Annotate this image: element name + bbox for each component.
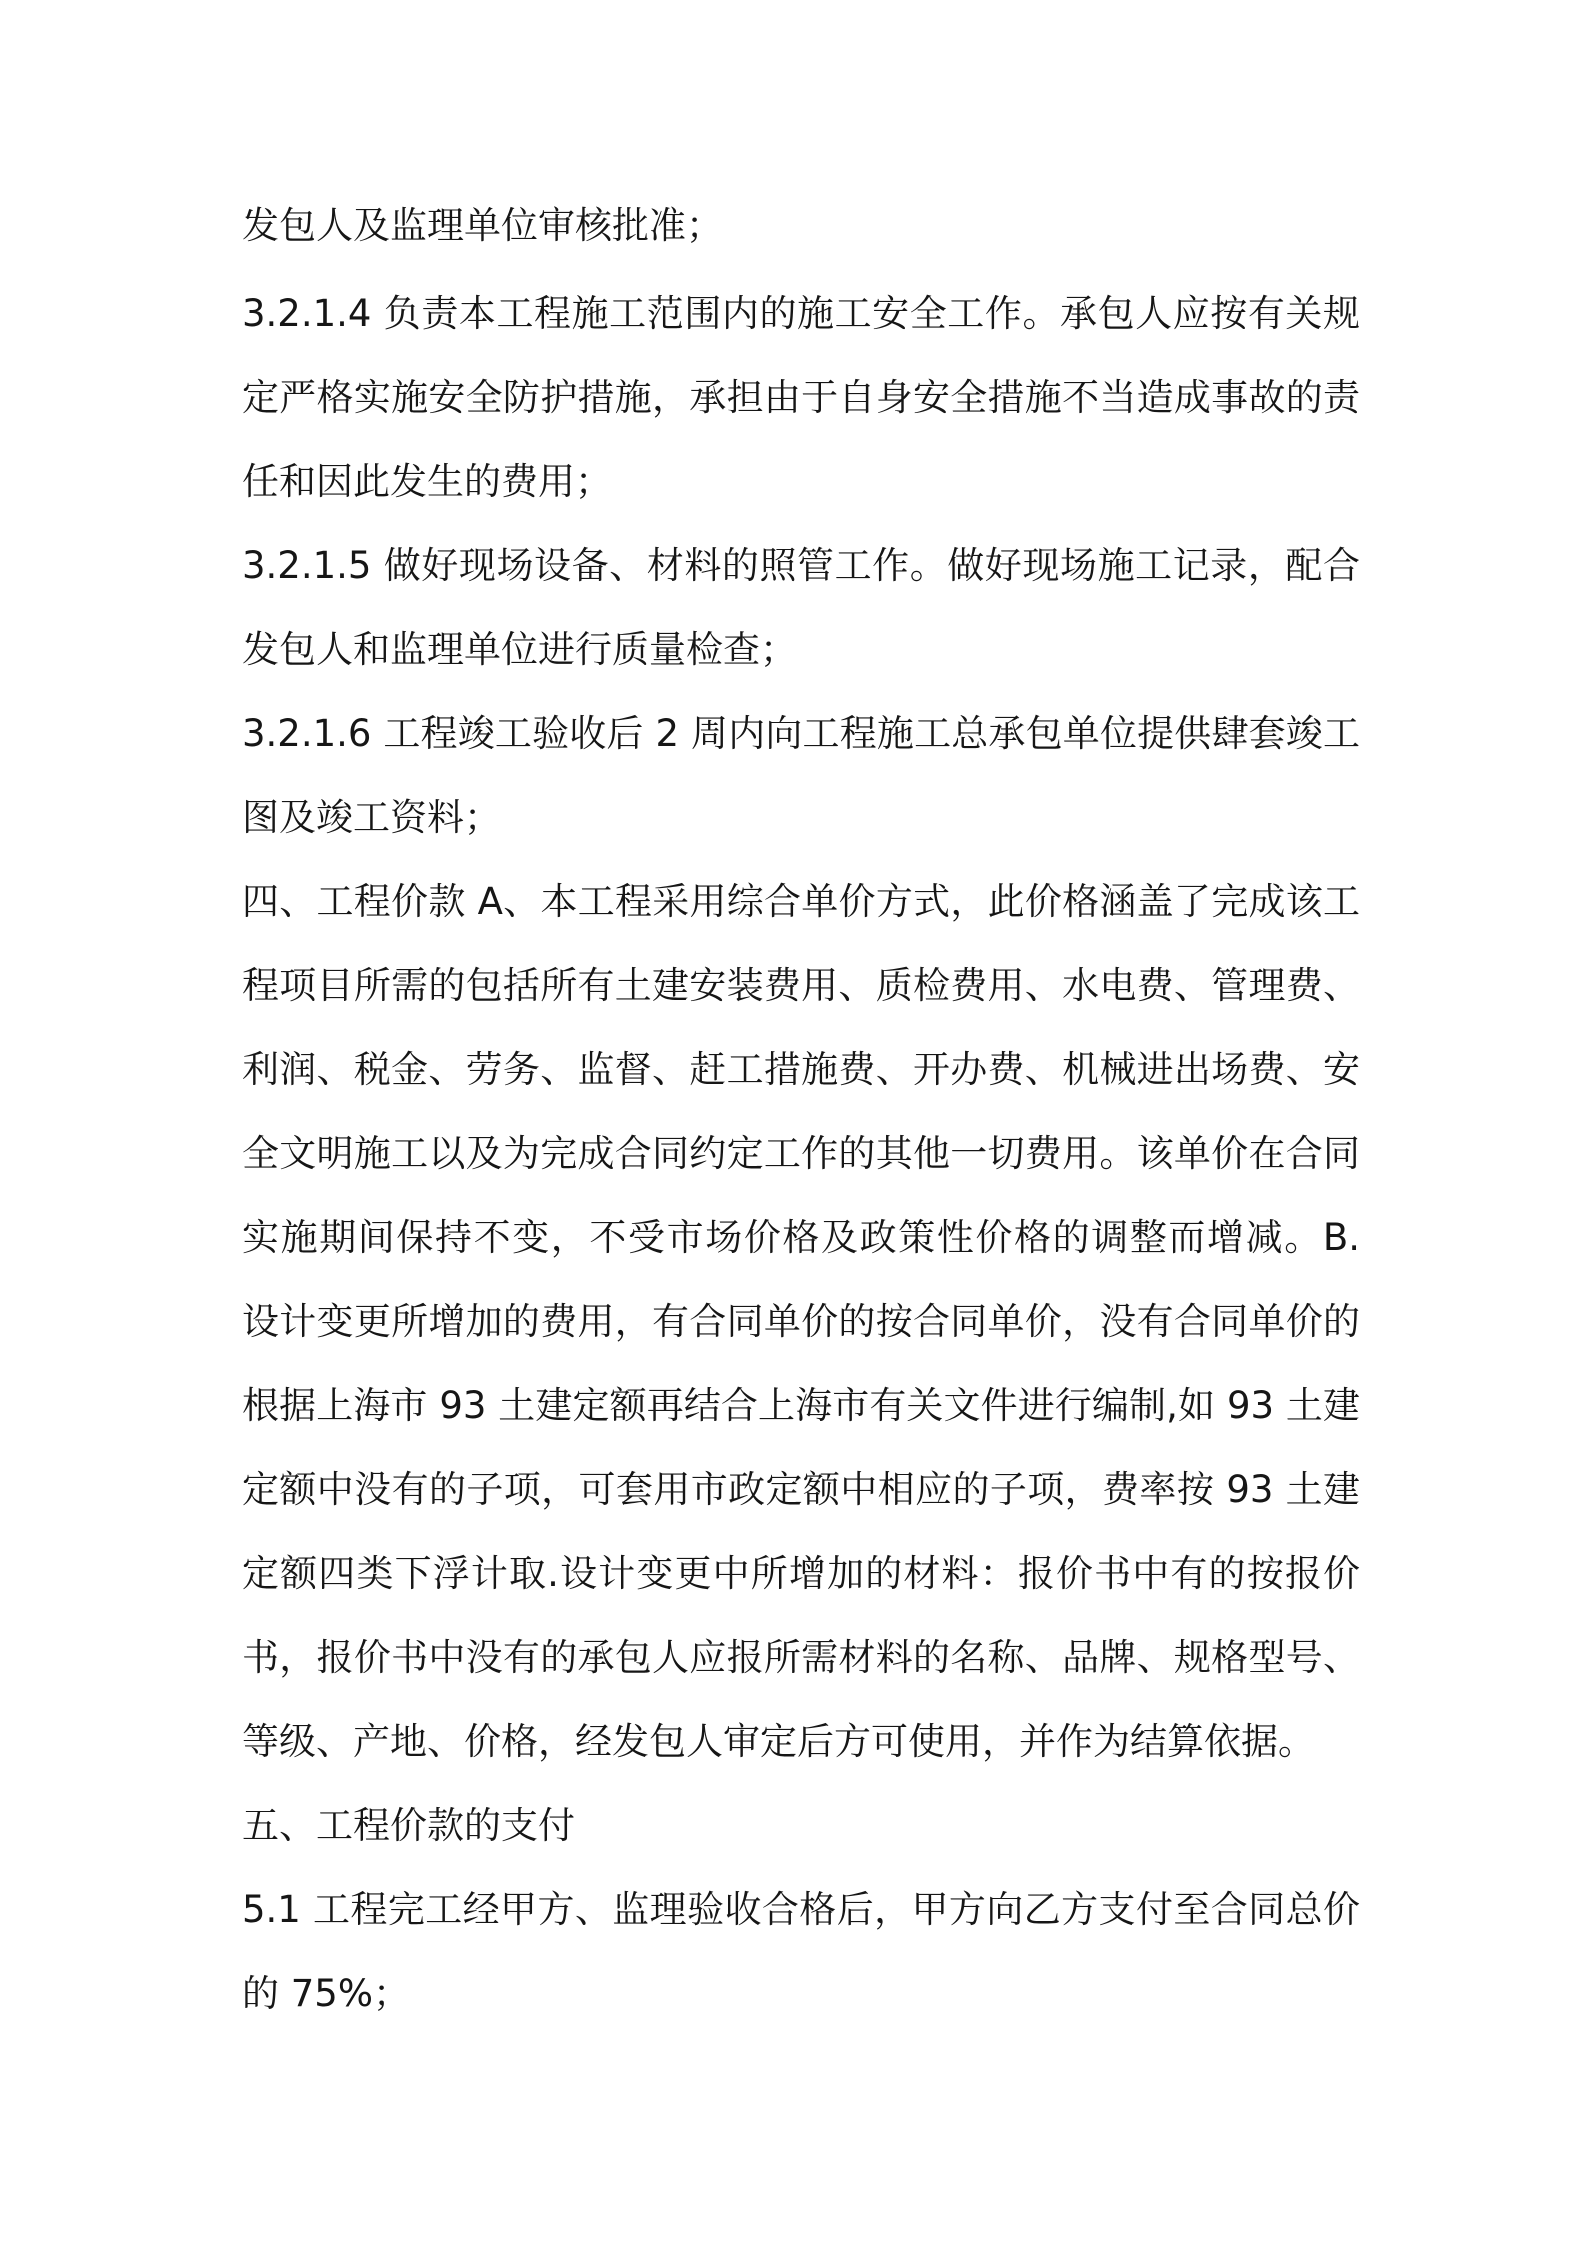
text-line: 等级、产地、价格，经发包人审定后方可使用，并作为结算依据。: [242, 1720, 1315, 1763]
text-line: 实施期间保持不变，不受市场价格及政策性价格的调整而增减。B.: [242, 1216, 1360, 1259]
text-line: 四、工程价款 A、本工程采用综合单价方式，此价格涵盖了完成该工: [242, 880, 1360, 923]
text-line: 定额中没有的子项，可套用市政定额中相应的子项，费率按 93 土建: [242, 1468, 1360, 1511]
text-line: 定严格实施安全防护措施，承担由于自身安全措施不当造成事故的责: [242, 376, 1360, 419]
text-line: 定额四类下浮计取.设计变更中所增加的材料：报价书中有的按报价: [242, 1552, 1360, 1595]
text-line: 3.2.1.6 工程竣工验收后 2 周内向工程施工总承包单位提供肆套竣工: [242, 712, 1360, 755]
text-line: 全文明施工以及为完成合同约定工作的其他一切费用。该单价在合同: [242, 1132, 1360, 1175]
text-line: 发包人和监理单位进行质量检查；: [242, 628, 797, 671]
text-line: 书，报价书中没有的承包人应报所需材料的名称、品牌、规格型号、: [242, 1636, 1360, 1679]
text-line: 根据上海市 93 土建定额再结合上海市有关文件进行编制,如 93 土建: [242, 1384, 1360, 1427]
text-line: 的 75%；: [242, 1972, 410, 2015]
text-line: 图及竣工资料；: [242, 796, 501, 839]
text-line: 程项目所需的包括所有土建安装费用、质检费用、水电费、管理费、: [242, 964, 1360, 1007]
text-line: 5.1 工程完工经甲方、监理验收合格后，甲方向乙方支付至合同总价: [242, 1888, 1360, 1931]
text-line: 任和因此发生的费用；: [242, 460, 612, 503]
text-line: 3.2.1.5 做好现场设备、材料的照管工作。做好现场施工记录，配合: [242, 544, 1360, 587]
text-line: 3.2.1.4 负责本工程施工范围内的施工安全工作。承包人应按有关规: [242, 292, 1360, 335]
text-line: 发包人及监理单位审核批准；: [242, 204, 723, 247]
text-line: 设计变更所增加的费用，有合同单价的按合同单价，没有合同单价的: [242, 1300, 1360, 1343]
section-heading: 五、工程价款的支付: [242, 1804, 575, 1847]
text-line: 利润、税金、劳务、监督、赶工措施费、开办费、机械进出场费、安: [242, 1048, 1360, 1091]
